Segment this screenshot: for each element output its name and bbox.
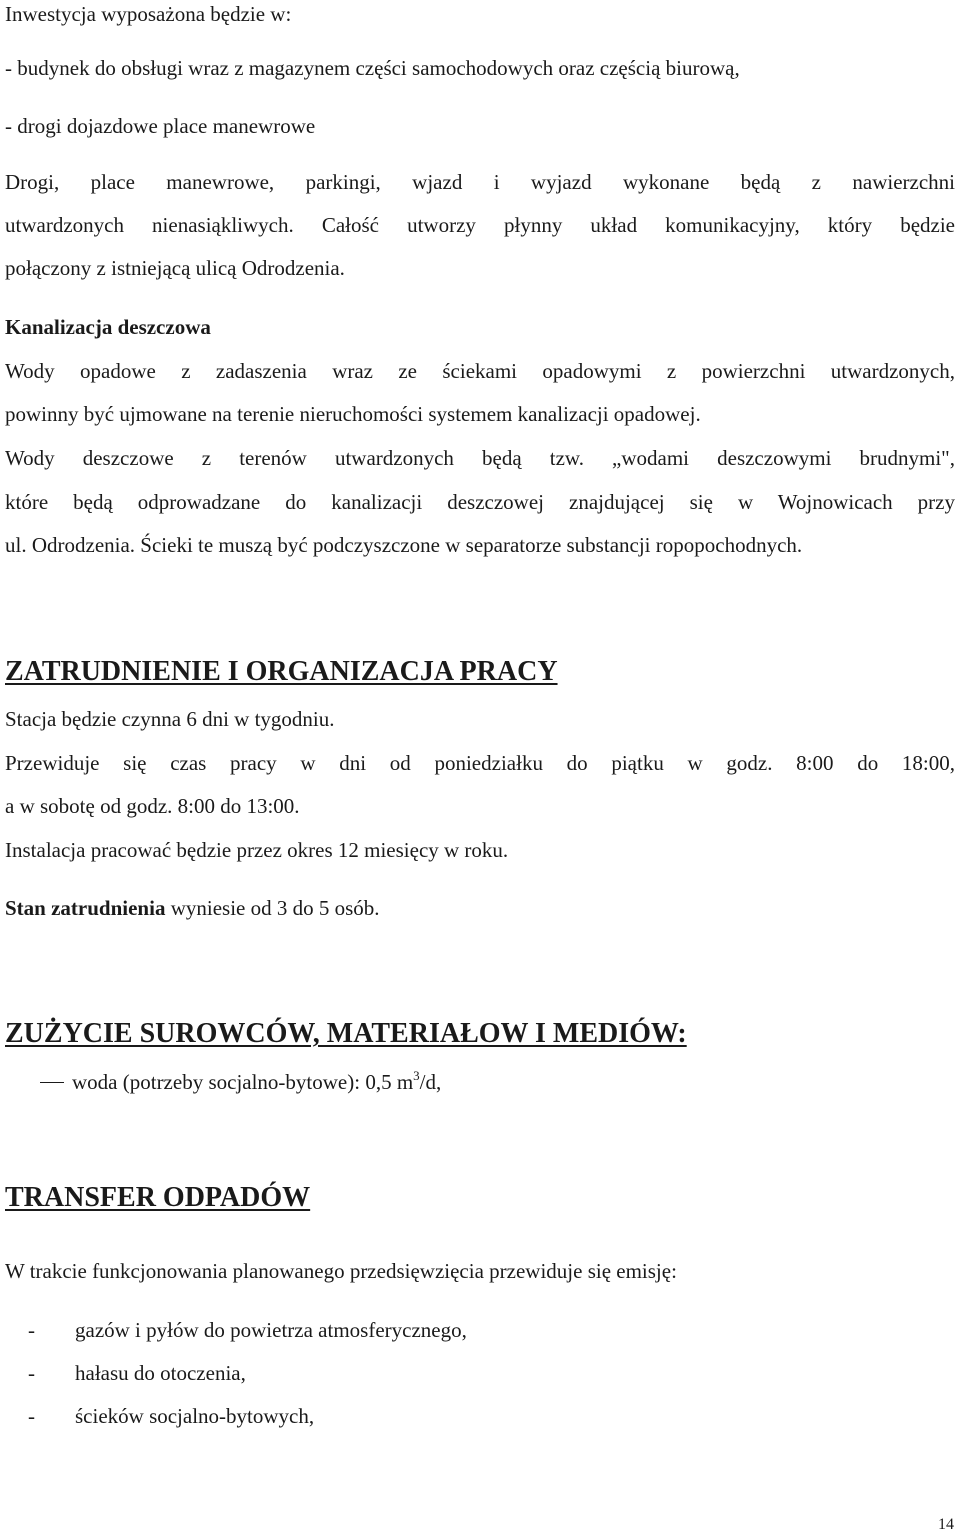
intro-line-3: - drogi dojazdowe place manewrowe (5, 114, 316, 138)
kanalizacja-line-4: które będą odprowadzane do kanalizacji deszczowej znajdującej się w Wojnowicach przy (5, 490, 955, 514)
transfer-heading (5, 1181, 310, 1215)
zatrudnienie-heading-text: ZATRUDNIENIE I ORGANIZACJA PRACY (5, 656, 558, 687)
transfer-bullet-3: - (28, 1404, 35, 1428)
zatrudnienie-stan-label: Stan zatrudnienia (5, 896, 166, 920)
transfer-intro: W trakcie funkcjonowania planowanego przedsięwzięcia przewiduje się emisję: (5, 1259, 677, 1283)
zatrudnienie-stan (5, 894, 380, 922)
kanalizacja-heading: Kanalizacja deszczowa (5, 315, 211, 339)
kanalizacja-line-3: Wody deszczowe z terenów utwardzonych będą tzw. „wodami deszczowymi brudnymi", (5, 446, 955, 470)
zatrudnienie-heading (5, 655, 558, 689)
transfer-item-1: gazów i pyłów do powietrza atmosferycznego, (75, 1318, 467, 1342)
transfer-bullet-2: - (28, 1361, 35, 1385)
transfer-heading-text: TRANSFER ODPADÓW (5, 1182, 311, 1213)
intro-line-2: - budynek do obsługi wraz z magazynem części samochodowych oraz częścią biurową, (5, 56, 740, 80)
transfer-bullet-1: - (28, 1318, 35, 1342)
intro-line-6: połączony z istniejącą ulicą Odrodzenia. (5, 256, 345, 280)
zuzycie-item-unit: /d, (419, 1070, 442, 1094)
transfer-item-2: hałasu do otoczenia, (75, 1361, 246, 1385)
zuzycie-item-sup: 3 (413, 1068, 420, 1083)
zatrudnienie-line-2: Przewiduje się czas pracy w dni od poniedziałku do piątku w godz. 8:00 do 18:00, (5, 751, 955, 775)
zuzycie-item (72, 1068, 441, 1096)
transfer-item-3: ścieków socjalno-bytowych, (75, 1404, 315, 1428)
kanalizacja-line-5: ul. Odrodzenia. Ścieki te muszą być podczyszczone w separatorze substancji ropopochodnych. (5, 533, 803, 557)
zuzycie-item-text: woda (potrzeby socjalno-bytowe): 0,5 m (72, 1070, 414, 1094)
zatrudnienie-line-3: a w sobotę od godz. 8:00 do 13:00. (5, 794, 300, 818)
intro-line-1: Inwestycja wyposażona będzie w: (5, 2, 292, 26)
zuzycie-heading (5, 1017, 687, 1051)
page-number: 14 (938, 1516, 954, 1533)
kanalizacja-line-2: powinny być ujmowane na terenie nieruchomości systemem kanalizacji opadowej. (5, 402, 701, 426)
intro-line-5: utwardzonych nienasiąkliwych. Całość utworzy płynny układ komunikacyjny, który będzie (5, 213, 955, 237)
kanalizacja-line-1: Wody opadowe z zadaszenia wraz ze ściekami opadowymi z powierzchni utwardzonych, (5, 359, 955, 383)
zatrudnienie-line-1: Stacja będzie czynna 6 dni w tygodniu. (5, 707, 335, 731)
zuzycie-heading-text: ZUŻYCIE SUROWCÓW, MATERIAŁOW I MEDIÓW: (5, 1018, 687, 1049)
zatrudnienie-stan-value: wyniesie od 3 do 5 osób. (165, 896, 380, 920)
intro-line-4: Drogi, place manewrowe, parkingi, wjazd i wyjazd wykonane będą z nawierzchni (5, 170, 955, 194)
zatrudnienie-line-4: Instalacja pracować będzie przez okres 12 miesięcy w roku. (5, 838, 509, 862)
dash-bullet-icon (40, 1082, 64, 1083)
